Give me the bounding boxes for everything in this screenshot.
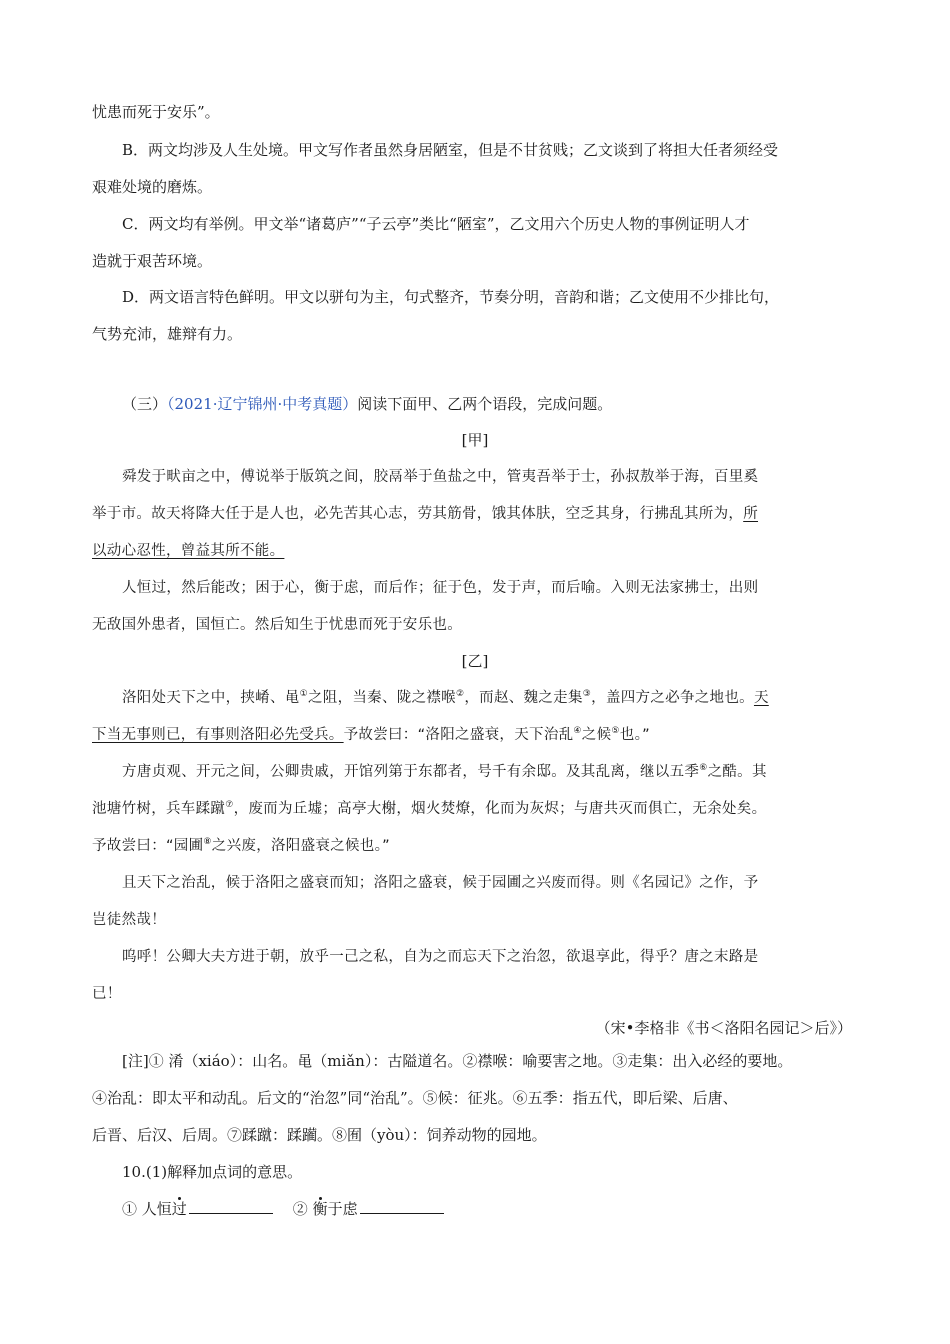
notes-line3: 后晋、后汉、后周。⑦蹂蹴：蹂躏。⑧囿（yòu）：饲养动物的园地。	[92, 1126, 547, 1144]
yi-heading: [乙]	[461, 652, 489, 670]
yi-para3-line1: 且天下之治乱，候于洛阳之盛衰而知；洛阳之盛衰，候于园圃之兴废而得。则《名园记》之作，予	[122, 875, 759, 891]
footnote-mark: ②	[455, 689, 465, 700]
yi-para1-line2	[92, 724, 862, 746]
yi-text: 之候	[581, 727, 612, 743]
yi-text: 之阻，当秦、陇之襟喉	[307, 690, 456, 706]
item2-number: ②	[292, 1200, 313, 1218]
jia-para1-line1: 舜发于畎亩之中，傅说举于版筑之间，胶鬲举于鱼盐之中，管夷吾举于士，孙叔敖举于海，百里奚	[122, 469, 759, 485]
section-header	[122, 393, 862, 415]
jia-underlined-start: 所	[743, 506, 759, 522]
option-b-line2: 艰难处境的磨炼。	[92, 178, 213, 196]
yi-text: 予故尝曰：“园圃	[92, 838, 204, 854]
yi-text: ，而赵、魏之走集	[464, 690, 583, 706]
footnote-mark: ⑤	[611, 726, 620, 737]
yi-para3-line2: 岂徒然哉！	[92, 912, 166, 928]
yi-text: ，盖四方之必争之地也。	[591, 690, 754, 706]
yi-text: ，废而为丘墟；高亭大榭，烟火焚燎，化而为灰烬；与唐共灭而俱亡，无余处矣。	[233, 801, 767, 817]
yi-para4-line2: 已！	[92, 986, 122, 1002]
option-c-line2: 造就于艰苦环境。	[92, 252, 213, 270]
attribution: （宋•李格非《书＜洛阳名园记＞后》）	[595, 1019, 852, 1037]
notes-line2: ④治乱：即太平和动乱。后文的“治忽”同“治乱”。⑤候：征兆。⑥五季：指五代，即后梁、后唐、	[92, 1089, 738, 1107]
yi-text: 予故尝曰：“洛阳之盛衰，天下治乱	[343, 727, 574, 743]
item2-answer-blank[interactable]	[360, 1198, 444, 1214]
section-source-link[interactable]: （2021·辽宁锦州·中考真题）	[167, 395, 358, 413]
question-items	[122, 1198, 862, 1220]
item1-answer-blank[interactable]	[189, 1198, 273, 1214]
option-a-tail: 忧患而死于安乐”。	[92, 103, 220, 121]
yi-para1-line1	[122, 687, 862, 709]
section-number: （三）	[122, 395, 168, 413]
jia-para2-line1: 人恒过，然后能改；困于心，衡于虑，而后作；征于色，发于声，而后喻。入则无法家拂士，出则	[122, 580, 759, 596]
option-c-line1: C．两文均有举例。甲文举“诸葛庐”“子云亭”类比“陋室”，乙文用六个历史人物的事例证明人才	[122, 215, 750, 233]
yi-text: 池塘竹树，兵车蹂蹴	[92, 801, 226, 817]
yi-para4-line1: 呜呼！公卿大夫方进于朝，放乎一己之私，自为之而忘天下之治忽，欲退享此，得乎？唐之末路是	[122, 949, 759, 965]
yi-underlined-sentence: 下当无事则已，有事则洛阳必先受兵。	[92, 727, 344, 743]
yi-text: 之酷。其	[707, 764, 767, 780]
yi-text: 也。”	[619, 727, 650, 743]
option-d-line2: 气势充沛，雄辩有力。	[92, 325, 243, 343]
jia-para1-line2-text: 举于市。故天将降大任于是人也，必先苦其心志，劳其筋骨，饿其体肤，空乏其身，行拂乱其所为，	[92, 506, 744, 522]
jia-heading: [甲]	[461, 431, 489, 449]
jia-para2-line2: 无敌国外患者，国恒亡。然后知生于忧患而死于安乐也。	[92, 617, 462, 633]
yi-text: 方唐贞观、开元之间，公卿贵戚，开馆列第于东都者，号千有余邸。及其乱离，继以五季	[122, 764, 700, 780]
footnote-mark: ③	[582, 689, 592, 700]
footnote-mark: ⑧	[203, 837, 212, 848]
jia-para1-line2	[92, 503, 862, 525]
jia-underlined-sentence: 以动心忍性，曾益其所不能。	[92, 543, 285, 559]
notes-line1: [注]① 淆（xiáo）：山名。黾（miǎn）：古隘道名。②襟喉：喻要害之地。③走集：出入必经的要地。	[122, 1052, 793, 1070]
item1-prefix: ① 人恒	[122, 1200, 172, 1218]
footnote-mark: ④	[573, 726, 582, 737]
option-b-line1: B．两文均涉及人生处境。甲文写作者虽然身居陋室，但是不甘贫贱；乙文谈到了将担大任者须经受	[122, 141, 779, 159]
yi-para2-line2	[92, 798, 862, 820]
footnote-mark: ①	[299, 689, 308, 700]
yi-text: 洛阳处天下之中，挟崤、黾	[122, 690, 300, 706]
item1-dotted-char: 过	[171, 1200, 187, 1218]
footnote-mark: ⑦	[225, 800, 234, 811]
section-instruction: 阅读下面甲、乙两个语段，完成问题。	[357, 395, 613, 413]
jia-para1-line3	[92, 540, 862, 562]
question-stem: 10.(1)解释加点词的意思。	[122, 1163, 303, 1181]
yi-para2-line3	[92, 835, 862, 857]
item2-suffix: 于虑	[327, 1200, 358, 1218]
option-d-line1: D．两文语言特色鲜明。甲文以骈句为主，句式整齐，节奏分明，音韵和谐；乙文使用不少排比句，	[122, 288, 780, 306]
yi-underlined-start: 天	[753, 690, 769, 706]
yi-para2-line1	[122, 761, 862, 783]
footnote-mark: ⑥	[699, 763, 708, 774]
yi-text: 之兴废，洛阳盛衰之候也。”	[211, 838, 390, 854]
item2-dotted-char: 衡	[312, 1200, 328, 1218]
